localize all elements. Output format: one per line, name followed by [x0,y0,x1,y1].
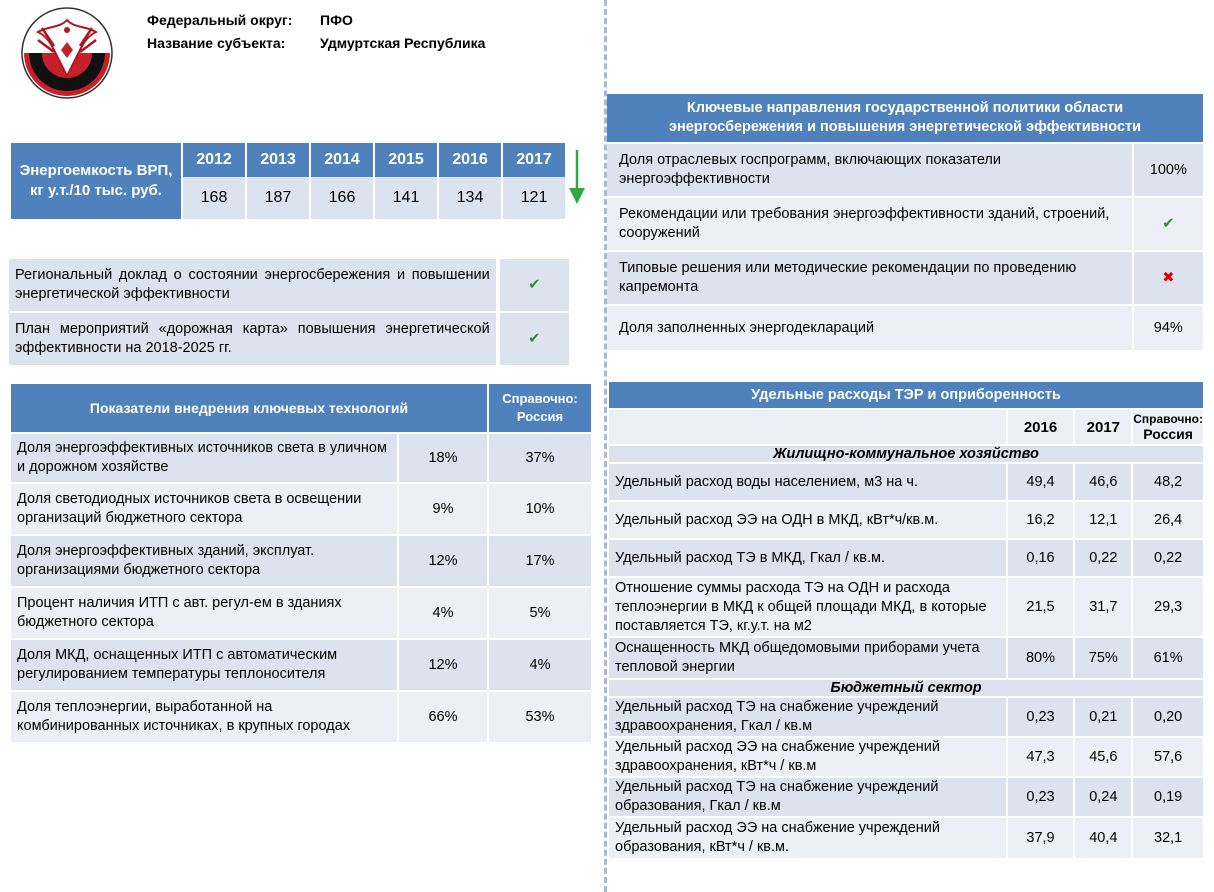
value-2016: 0,23 [1008,778,1074,816]
value-ref: 29,3 [1133,578,1203,636]
specific-row-name: Оснащенность МКД общедомовыми приборами учета тепловой энергии [609,638,1006,678]
technologies-title: Показатели внедрения ключевых технологий [11,384,487,432]
col-ref-country: Россия [1143,426,1193,442]
reference-russia-header: Справочно: Россия [489,384,591,432]
tech-row-name: Процент наличия ИТП с авт. регул-ем в зданиях бюджетного сектора [11,588,397,638]
specific-row-name: Удельный расход ТЭ на снабжение учреждений здравоохранения, Гкал / кв.м [609,698,1006,736]
policy-row-value: 100% [1134,144,1203,196]
tech-row-ref: 4% [489,640,591,690]
specific-row-name: Удельный расход ТЭ в МКД, Гкал / кв.м. [609,540,1006,576]
tech-row-value: 66% [399,692,487,742]
value-ref: 61% [1133,638,1203,678]
policy-row-value: 94% [1134,306,1203,350]
specific-row-name: Отношение суммы расхода ТЭ на ОДН и расхода теплоэнергии в МКД к общей площади МКД, в которые поставляется ТЭ, кг.у.т. на м2 [609,578,1006,636]
policy-row-name: Доля отраслевых госпрограмм, включающих показатели энергоэффективности [607,144,1132,196]
value-2016: 0,16 [1008,540,1074,576]
tech-row-ref: 53% [489,692,591,742]
tech-row-value: 12% [399,536,487,586]
section-housing: Жилищно-коммунальное хозяйство [609,446,1203,462]
col-2016-header: 2016 [1008,410,1074,444]
subject-value: Удмуртская Республика [320,35,486,51]
specific-row-name: Удельный расход ЭЭ на снабжение учреждений образования, кВт*ч / кв.м. [609,818,1006,858]
district-label: Федеральный округ: [147,12,293,28]
check-icon: ✔ [1134,198,1203,250]
energy-intensity-table [9,143,567,219]
energy-value: 166 [311,177,373,219]
value-2017: 46,6 [1075,464,1131,500]
year-header: 2017 [503,143,565,177]
tech-row-value: 4% [399,588,487,638]
year-header: 2014 [311,143,373,177]
value-2017: 40,4 [1075,818,1131,858]
coat-of-arms-logo [20,6,114,100]
value-ref: 0,22 [1133,540,1203,576]
specific-row-name: Удельный расход ЭЭ на ОДН в МКД, кВт*ч/кв.м. [609,502,1006,538]
value-2017: 0,22 [1075,540,1131,576]
energy-value: 121 [503,177,565,219]
tech-row-name: Доля МКД, оснащенных ИТП с автоматическим регулированием температуры теплоносителя [11,640,397,690]
tech-row-ref: 17% [489,536,591,586]
tech-row-name: Доля теплоэнергии, выработанной на комбинированных источниках, в крупных городах [11,692,397,742]
policy-row-name: Типовые решения или методические рекомендации по проведению капремонта [607,252,1132,304]
value-2016: 80% [1008,638,1074,678]
energy-value: 168 [183,177,245,219]
col-ref-label: Справочно: [1133,412,1203,426]
value-2016: 21,5 [1008,578,1074,636]
specific-consumption-table [607,380,1205,860]
reports-table [9,257,569,367]
col-2017-header: 2017 [1075,410,1131,444]
value-2017: 31,7 [1075,578,1131,636]
tech-row-value: 18% [399,434,487,482]
specific-row-name: Удельный расход воды населением, м3 на ч. [609,464,1006,500]
technologies-table [9,382,593,744]
value-2017: 0,24 [1075,778,1131,816]
down-arrow-icon [568,150,586,211]
tech-row-value: 9% [399,484,487,534]
specific-row-name: Удельный расход ТЭ на снабжение учреждений образования, Гкал / кв.м [609,778,1006,816]
year-header: 2013 [247,143,309,177]
value-2016: 0,23 [1008,698,1074,736]
energy-value: 134 [439,177,501,219]
energy-intensity-label: Энергоемкость ВРП, кг у.т./10 тыс. руб. [11,143,181,219]
policy-row-name: Доля заполненных энергодеклараций [607,306,1132,350]
report-row-text: Региональный доклад о состоянии энергосбережения и повышении энергетической эффективности [9,259,496,311]
check-icon: ✔ [500,313,569,365]
cross-icon: ✖ [1134,252,1203,304]
tech-row-ref: 37% [489,434,591,482]
value-2016: 47,3 [1008,738,1074,776]
value-2016: 37,9 [1008,818,1074,858]
value-ref: 48,2 [1133,464,1203,500]
value-2016: 16,2 [1008,502,1074,538]
value-ref: 32,1 [1133,818,1203,858]
energy-value: 187 [247,177,309,219]
tech-row-ref: 5% [489,588,591,638]
policy-title: Ключевые направления государственной политики области энергосбережения и повышения энергетической эффективности [607,94,1203,142]
value-ref: 26,4 [1133,502,1203,538]
value-ref: 0,19 [1133,778,1203,816]
check-icon: ✔ [500,259,569,311]
tech-row-name: Доля светодиодных источников света в освещении организаций бюджетного сектора [11,484,397,534]
value-2017: 75% [1075,638,1131,678]
value-ref: 57,6 [1133,738,1203,776]
tech-row-name: Доля энергоэффективных зданий, эксплуат. организациями бюджетного сектора [11,536,397,586]
year-header: 2015 [375,143,437,177]
value-2017: 12,1 [1075,502,1131,538]
section-budget: Бюджетный сектор [609,680,1203,696]
energy-value: 141 [375,177,437,219]
tech-row-value: 12% [399,640,487,690]
value-2017: 45,6 [1075,738,1131,776]
subject-label: Название субъекта: [147,35,286,51]
policy-table [607,92,1203,352]
report-row-text: План мероприятий «дорожная карта» повышения энергетической эффективности на 2018-2025 гг. [9,313,496,365]
district-value: ПФО [320,12,353,28]
specific-title: Удельные расходы ТЭР и оприборенность [609,382,1203,408]
value-2017: 0,21 [1075,698,1131,736]
tech-row-name: Доля энергоэффективных источников света в уличном и дорожном хозяйстве [11,434,397,482]
tech-row-ref: 10% [489,484,591,534]
policy-row-name: Рекомендации или требования энергоэффективности зданий, строений, сооружений [607,198,1132,250]
value-ref: 0,20 [1133,698,1203,736]
specific-row-name: Удельный расход ЭЭ на снабжение учреждений здравоохранения, кВт*ч / кв.м [609,738,1006,776]
year-header: 2012 [183,143,245,177]
value-2016: 49,4 [1008,464,1074,500]
year-header: 2016 [439,143,501,177]
